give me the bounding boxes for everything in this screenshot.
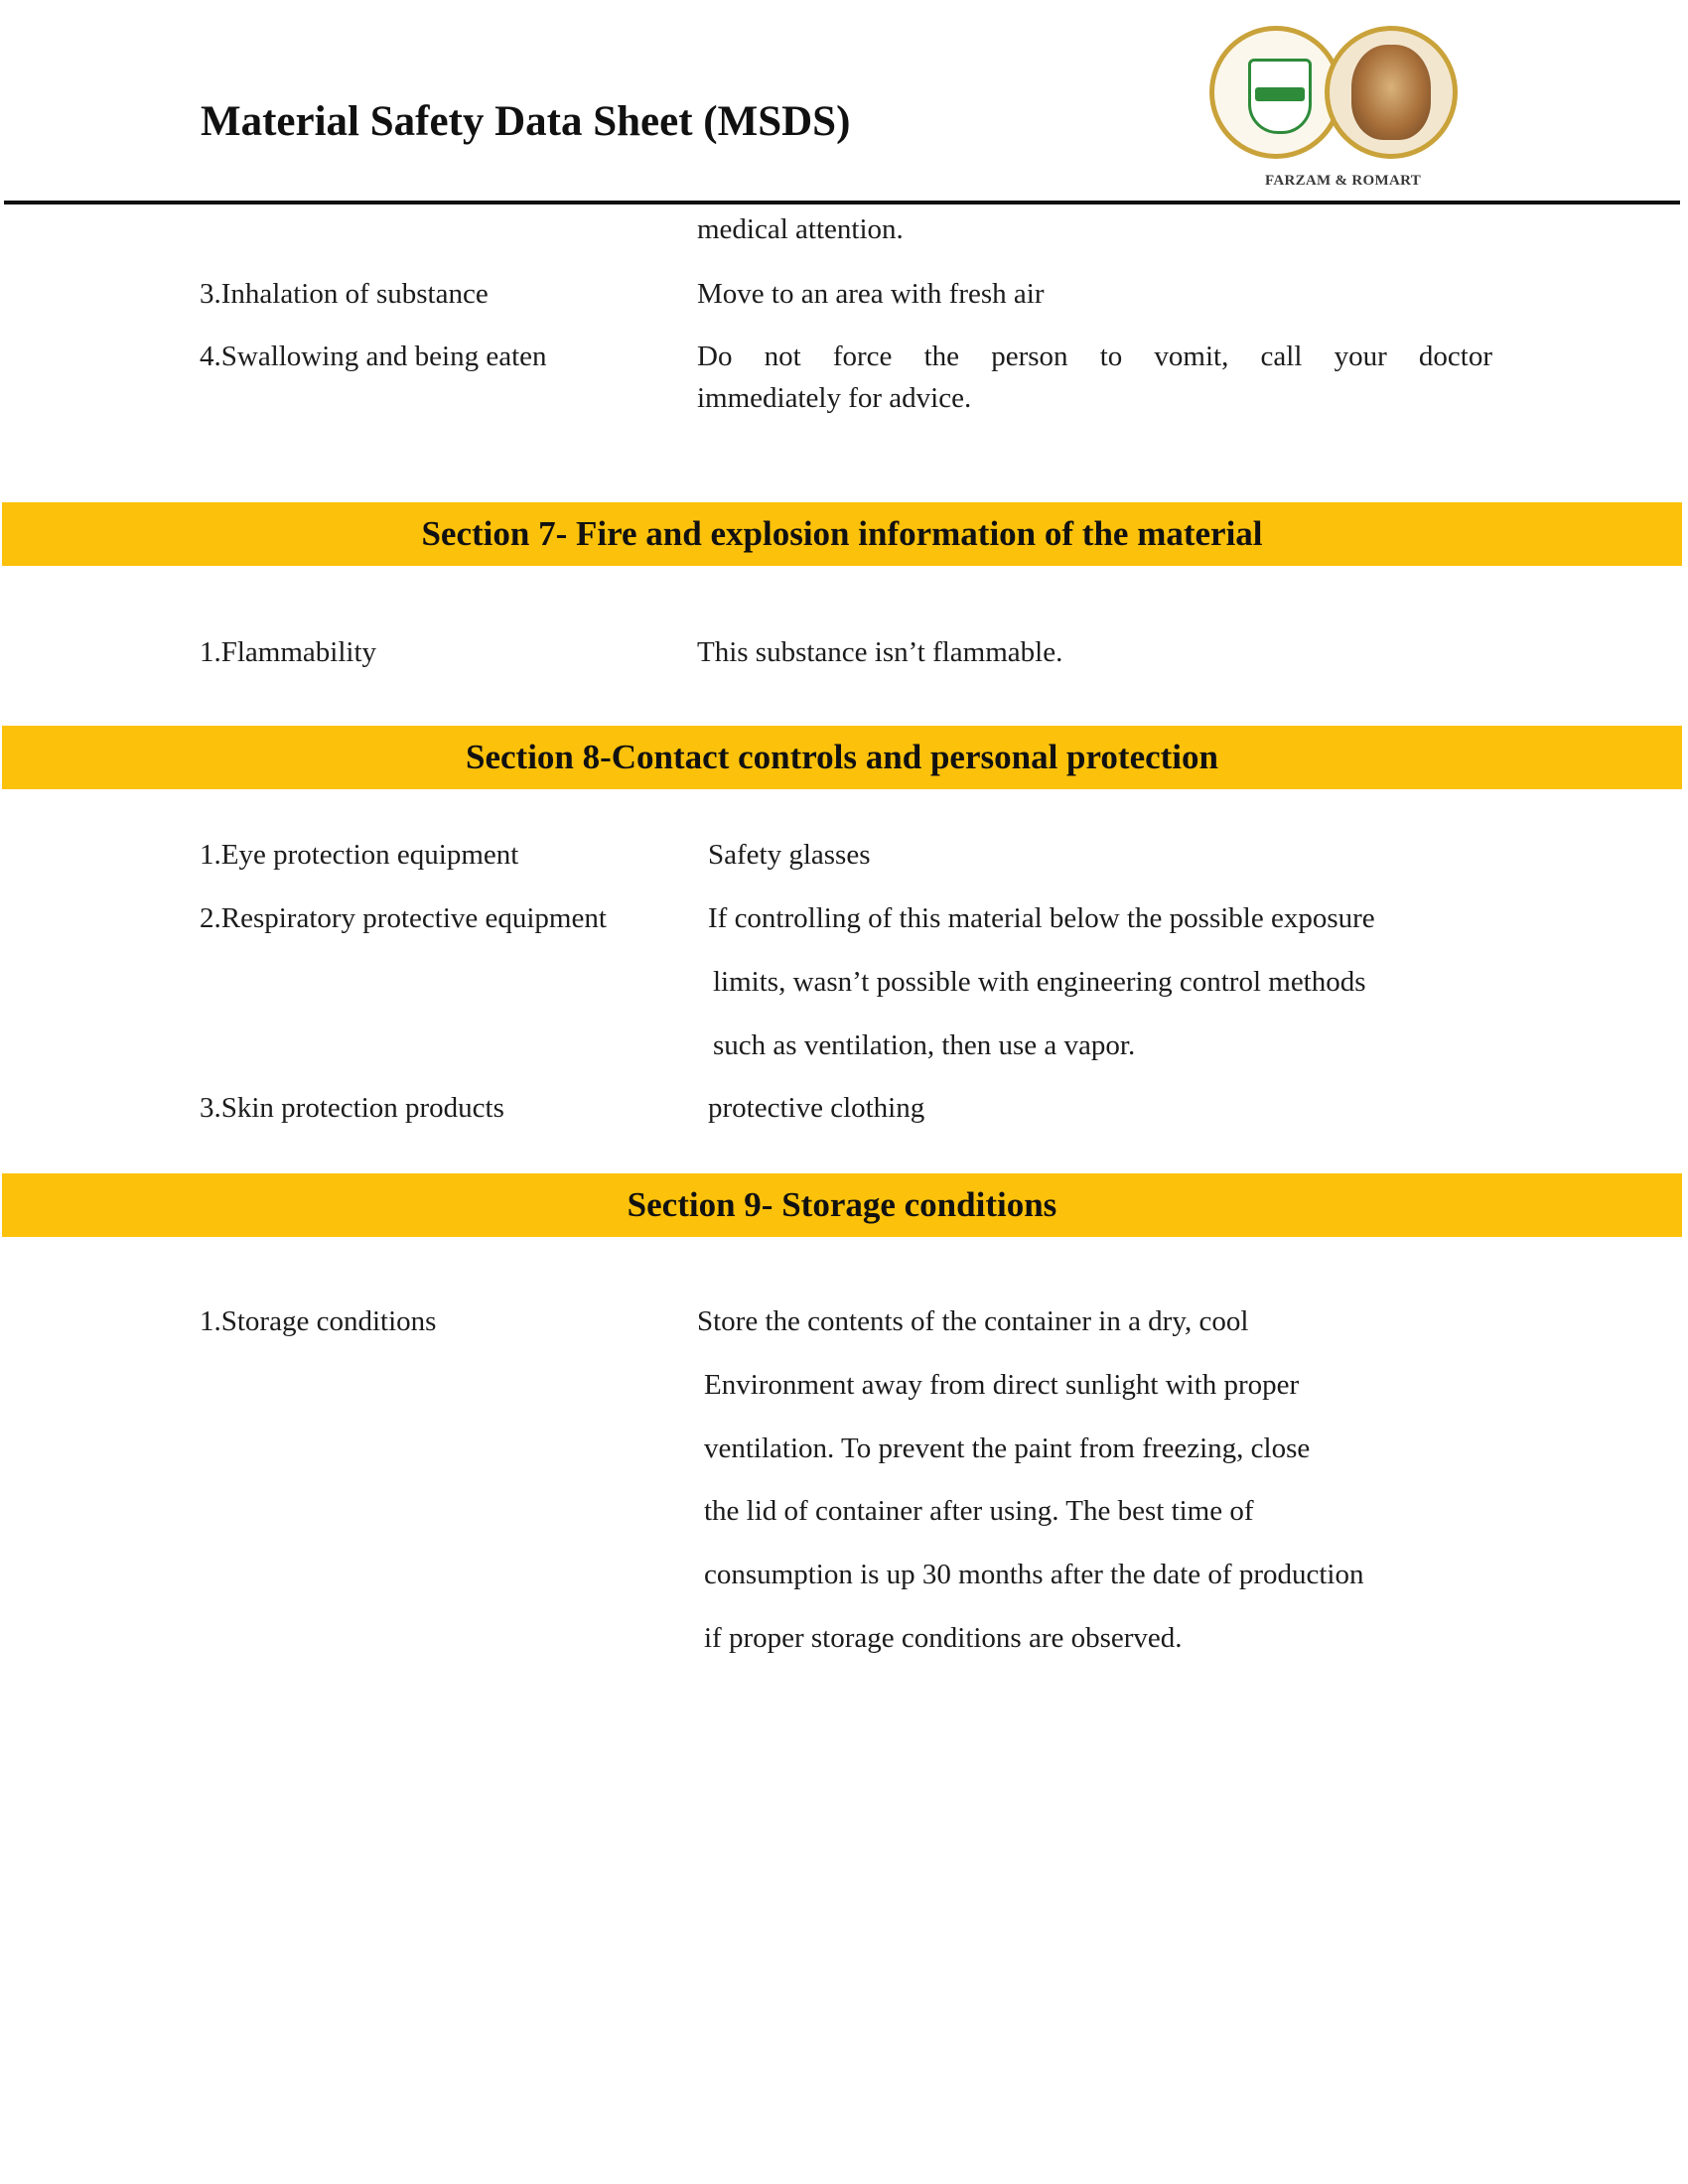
section-title: Section 7- Fire and explosion information of the material: [421, 514, 1263, 553]
row-label: 3.Inhalation of substance: [200, 278, 489, 310]
row-value: protective clothing: [708, 1092, 925, 1124]
row-value-line: ventilation. To prevent the paint from freezing, close: [704, 1433, 1311, 1464]
row-value-line: If controlling of this material below the possible exposure: [708, 902, 1375, 934]
logo-text: FARZAM & ROMART: [1265, 173, 1422, 189]
section-8-header: [2, 726, 1682, 789]
row-value-line: if proper storage conditions are observed.: [704, 1622, 1183, 1654]
row-value-line: Environment away from direct sunlight with proper: [704, 1369, 1300, 1401]
row-label: 4.Swallowing and being eaten: [200, 341, 547, 372]
page-title: Material Safety Data Sheet (MSDS): [201, 98, 851, 145]
row-value: Move to an area with fresh air: [697, 278, 1045, 310]
header-divider: [4, 201, 1680, 205]
section-title: Section 9- Storage conditions: [627, 1185, 1057, 1224]
farzam-emblem-icon: [1209, 26, 1342, 159]
row-value: Do not force the person to vomit, call your doctor: [697, 341, 1492, 372]
row-value-line: consumption is up 30 months after the date of production: [704, 1559, 1364, 1590]
section-9-header: [2, 1173, 1682, 1237]
row-value: Safety glasses: [708, 839, 871, 871]
section-title: Section 8-Contact controls and personal protection: [466, 738, 1218, 776]
row-value-line: limits, wasn’t possible with engineering control methods: [713, 966, 1366, 998]
row-value: immediately for advice.: [697, 382, 972, 414]
carryover-text: medical attention.: [697, 213, 904, 245]
row-label: 2.Respiratory protective equipment: [200, 902, 607, 934]
row-value: This substance isn’t flammable.: [697, 636, 1063, 668]
row-label: 3.Skin protection products: [200, 1092, 504, 1124]
row-value-line: such as ventilation, then use a vapor.: [713, 1029, 1136, 1061]
lion-emblem-icon: [1325, 26, 1458, 159]
row-label: 1.Storage conditions: [200, 1305, 437, 1337]
row-value-line: the lid of container after using. The best time of: [704, 1495, 1254, 1527]
row-value-line: Store the contents of the container in a dry, cool: [697, 1305, 1249, 1337]
row-label: 1.Eye protection equipment: [200, 839, 519, 871]
row-label: 1.Flammability: [200, 636, 377, 668]
company-logo: [1205, 18, 1464, 197]
section-7-header: [2, 502, 1682, 566]
